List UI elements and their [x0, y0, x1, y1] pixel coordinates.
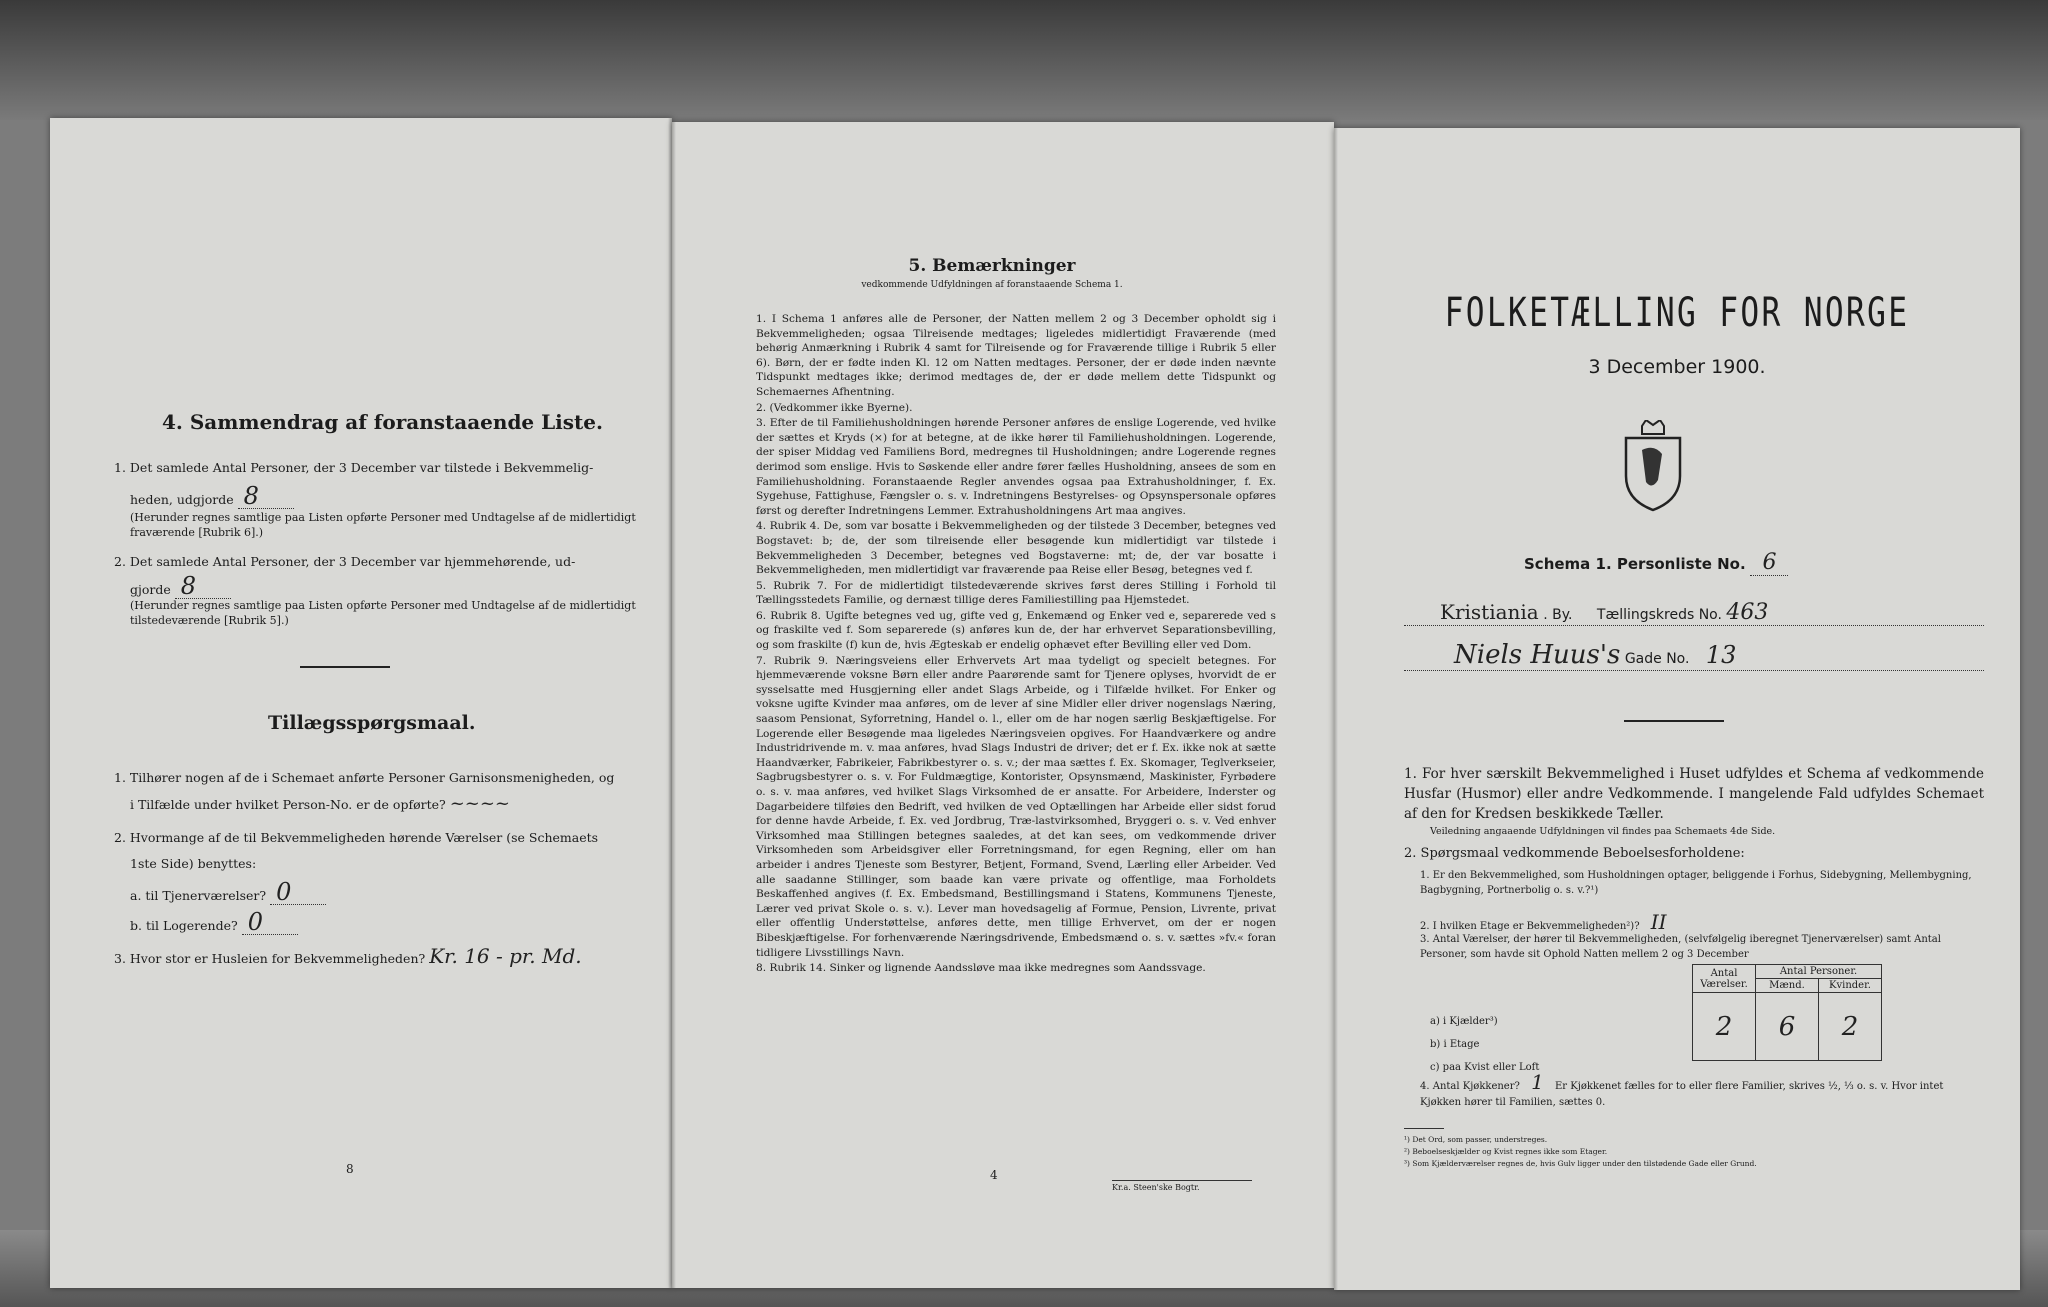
th-rooms: Antal Værelser. [1693, 965, 1756, 993]
footnote-2: ²) Beboelseskjælder og Kvist regnes ikke som Etager. [1404, 1147, 1608, 1156]
left-page [50, 118, 672, 1288]
q1-note: (Herunder regnes samtlige paa Listen opførte Personer med Undtagelse af de midlertidigt fraværende [Rubrik 6].) [130, 511, 636, 539]
q2-line1: 2. Det samlede Antal Personer, der 3 December var hjemmehørende, ud- [114, 554, 576, 569]
row-basement: a) i Kjælder³) [1430, 1016, 1498, 1027]
s3-label: 3. Hvor stor er Husleien for Bekvemmeligheden? [114, 951, 426, 966]
by-label: . By. [1543, 607, 1573, 623]
s1-line1: 1. Tilhører nogen af de i Schemaet anførte Personer Garnisonsmenigheden, og [114, 770, 615, 785]
q1-line2 [130, 484, 294, 512]
gade-label: Gade No. [1624, 651, 1690, 667]
background-shadow-top [0, 0, 2048, 120]
q2-prefix: gjorde [130, 582, 171, 597]
cell-rooms: 2 [1693, 993, 1756, 1061]
district-label: Tællingskreds No. [1596, 607, 1722, 623]
rooms-table [1692, 964, 1882, 1061]
question-2-4-label: 4. Antal Kjøkkener? [1420, 1081, 1520, 1092]
s3 [114, 944, 582, 971]
q1-line1: 1. Det samlede Antal Personer, der 3 December var tilstede i Bekvemmelig- [114, 460, 594, 475]
divider-right [1624, 720, 1724, 722]
s1-prefix: i Tilfælde under hvilket Person-No. er de opførte? [130, 797, 446, 812]
s1-value: ~~~~ [449, 793, 511, 814]
divider [300, 666, 390, 668]
remark-1: 1. I Schema 1 anføres alle de Personer, der Natten mellem 2 og 3 December opholdt sig i Bekvemmeligheden; ogsaa Tilreisende medtages; ligeledes midlertidigt Fraværende (med behørig Anmærkning i Rubrik 4 samt for Tilreisende og for Fraværende tillige i Rubrik 5 eller 6). Børn, der er fødte inden Kl. 12 om Natten medtages. Personer, der er døde inden nævnte Tidspunkt medtages ikke; derimod medtages de, der er døde mellem dette Tidspunkt og Schemaernes Afhentning. [756, 313, 1276, 398]
street-name: Niels Huus's [1454, 640, 1621, 670]
question-2-4 [1420, 1070, 1986, 1111]
remarks-subtitle: vedkommende Udfyldningen af foranstaaende Schema 1. [861, 280, 1123, 290]
s2b [130, 910, 298, 938]
footnote-3: ³) Som Kjælderværelser regnes de, hvis Gulv ligger under den tilstødende Gade eller Grund. [1404, 1159, 1757, 1168]
remark-7: 7. Rubrik 9. Næringsveiens eller Erhvervets Art maa tydeligt og specielt betegnes. For hjemmeværende voksne Børn eller andre Paarørende samt for Tjenere oplyses, hvorvidt de er sysselsatte med Husgjerning eller andet Slags Arbeide, og i Tilfælde hvilket. For Enker og voksne ugifte Kvinder maa anføres, om de lever af sine Midler eller driver nogenslags Næring, saasom Pensionat, Syforretning, Handel o. l., eller om de har nogen særlig Beskjæftigelse. For Logerende eller Besøgende maa ligeledes Næringsveien opgives. For Haandværkere og andre Industridrivende m. v. maa anføres, hvad Slags Industri de driver; det er f. Ex. ikke nok at sætte Haandværker, Fabrikeier, Fabrikbestyrer o. s. v.; der maa sættes f. Ex. Skomager, Teglverkseier, Sagbrugsbestyrer o. s. v. For Fuldmægtige, Kontorister, Opsynsmænd, Maskinister, Fyrbødere o. s. v. maa anføres, ved hvilket Slags Virksomhed de er ansatte. For Arbeidere, Inderster og Dagarbeidere tilføies den Bedrift, ved hvilken de ved Optællingen har Arbeide eller sidst forud for denne havde Arbeide, f. Ex. ved Jordbrug, Træ-lastvirksomhed, Bryggeri o. s. v. Ved enhver Virksomhed maa Stillingen betegnes saaledes, at det kan sees, om vedkommende driver Virksomheden som Arbeidsgiver eller Forretningsmand, for egen Regning, eller om han arbeider i andres Tjeneste som Bestyrer, Betjent, Formand, Svend, Lærling eller Arbeider. Ved alle saadanne Stillinger, som baade kan være private og offentlige, maa Forholdets Beskaffenhed angives (f. Ex. Embedsmand, Bestillingsmand i Statens, Kommunens Tjeneste, Lærer ved privat Skole o. s. v.). Lever man hovedsagelig af Formue, Pension, Livrente, privat eller offentlig Understøttelse, anføres dette, men tillige Erhvervet, om der er nogen Bibeskjæftigelse. For forhenværende Næringsdrivende, Embedsmænd o. s. v. sættes »fv.« foran tidligere Livsstillings Navn. [756, 654, 1276, 959]
footnotes [1404, 1134, 1984, 1170]
footnote-1: ¹) Det Ord, som passer, understreges. [1404, 1135, 1548, 1144]
page-number-left: 8 [346, 1162, 354, 1176]
cell-women: 2 [1819, 993, 1882, 1061]
street-line [1404, 640, 1984, 671]
row-attic: c) paa Kvist eller Loft [1430, 1062, 1540, 1073]
question-2-4-text: Er Kjøkkenet fælles for to eller flere Familier, skrives ½, ⅓ o. s. v. Hvor intet Kjøkken hører til Familien, sættes 0. [1420, 1081, 1944, 1108]
s2a [130, 880, 326, 908]
location-line [1404, 600, 1984, 626]
question-2-1: 1. Er den Bekvemmelighed, som Husholdningen optager, beliggende i Forhus, Sidebygning, Mellembygning, Bagbygning, Portnerbolig o. s. v.?¹) [1420, 870, 1972, 896]
footnote-rule [1404, 1128, 1444, 1129]
page-fold-middle [672, 122, 676, 1288]
q2-value: 8 [175, 574, 231, 599]
remark-4: 4. Rubrik 4. De, som var bosatte i Bekvemmeligheden og der tilstede 3 December, betegnes ved Bogstavet: b; de, der som tilreisende eller besøgende kun midlertidigt var tilstede i Bekvemmeligheden 3 December, betegnes ved Bogstaverne: mt; de, der var bosatte i Bekvemmeligheden, men midlertidigt var fraværende paa Reise eller Besøg, betegnes ved f. [756, 520, 1276, 577]
floor-value: II [1650, 910, 1667, 934]
remark-8: 8. Rubrik 14. Sinker og lignende Aandssløve maa ikke medregnes som Aandssvage. [756, 962, 1206, 975]
census-date: 3 December 1900. [1588, 356, 1766, 378]
kitchen-value: 1 [1531, 1070, 1544, 1094]
instruction-2-title: 2. Spørgsmaal vedkommende Beboelsesforholdene: [1404, 846, 1745, 861]
section4-title: 4. Sammendrag af foranstaaende Liste. [162, 410, 603, 434]
s3-value: Kr. 16 - pr. Md. [429, 944, 582, 968]
cell-men: 6 [1756, 993, 1819, 1061]
printer-mark: Kr.a. Steen'ske Bogtr. [1112, 1180, 1252, 1192]
th-persons: Antal Personer. [1756, 965, 1882, 979]
th-women: Kvinder. [1819, 979, 1882, 993]
remark-6: 6. Rubrik 8. Ugifte betegnes ved ug, gifte ved g, Enkemænd og Enker ved e, separerede ved s og fraskilte ved f. Som separerede (s) anføres kun de, der har erhvervet Separationsbevilling, og som fraskilte (f) kun de, hvis Ægteskab er endelig ophævet efter Bevilling eller ved Dom. [756, 609, 1276, 652]
instruction-1: 1. For hver særskilt Bekvemmelighed i Huset udfyldes et Schema af vedkommende Husfar (Husmor) eller andre Vedkommende. I mangelende Fald udfyldes Schemaet af den for Kredsen beskikkede Tæller. [1404, 766, 1984, 822]
schema-number: 6 [1750, 550, 1788, 576]
s2b-value: 0 [242, 910, 298, 935]
q1-value: 8 [238, 484, 294, 509]
s2b-label: b. til Logerende? [130, 918, 238, 933]
schema-label: Schema 1. Personliste No. [1524, 555, 1746, 573]
remark-2: 2. (Vedkommer ikke Byerne). [756, 401, 913, 414]
middle-page [672, 122, 1334, 1288]
district-number: 463 [1726, 600, 1769, 625]
room-row-labels [1430, 1010, 1539, 1079]
remark-5: 5. Rubrik 7. For de midlertidigt tilstedeværende skrives først deres Stilling i Forhold til Tællingsstedets Familie, og dernæst tillige deres Familiestilling paa Hjemstedet. [756, 579, 1276, 607]
row-floor: b) i Etage [1430, 1039, 1480, 1050]
question-2-2 [1420, 910, 1667, 934]
question-2-3: 3. Antal Værelser, der hører til Bekvemmeligheden, (selvfølgelig iberegnet Tjenerværelser) samt Antal Personer, som havde sit Ophold Natten mellem 2 og 3 December [1420, 934, 1941, 960]
page-fold-right [1334, 128, 1338, 1290]
instruction-1-note: Veiledning angaaende Udfyldningen vil findes paa Schemaets 4de Side. [1430, 826, 1776, 837]
s2-line2: 1ste Side) benyttes: [130, 856, 257, 871]
question-2-2-label: 2. I hvilken Etage er Bekvemmeligheden²)? [1420, 921, 1640, 932]
s2-line1: 2. Hvormange af de til Bekvemmeligheden hørende Værelser (se Schemaets [114, 830, 599, 845]
city-name: Kristiania [1440, 600, 1539, 624]
q2-note: (Herunder regnes samtlige paa Listen opførte Personer med Undtagelse af de midlertidigt tilstedeværende [Rubrik 5].) [130, 599, 636, 627]
s2a-label: a. til Tjenerværelser? [130, 888, 267, 903]
coat-of-arms-icon [1618, 420, 1688, 512]
gade-number: 13 [1705, 641, 1737, 669]
remarks-list [756, 312, 1276, 976]
page-number-middle: 4 [990, 1168, 998, 1182]
census-title: FOLKETÆLLING FOR NORGE [1444, 290, 1910, 336]
s1-line2 [130, 792, 510, 817]
schema-line [1524, 550, 1788, 575]
supplement-title: Tillægsspørgsmaal. [268, 712, 476, 734]
q1-prefix: heden, udgjorde [130, 492, 234, 507]
remarks-title: 5. Bemærkninger [908, 256, 1076, 276]
th-men: Mænd. [1756, 979, 1819, 993]
remark-3: 3. Efter de til Familiehusholdningen hørende Personer anføres de enslige Logerende, ved hvilke der sættes et Kryds (×) for at betegne, at de ikke hører til Familiehusholdningen. Logerende, der spiser Middag ved Familiens Bord, medregnes til Husholdningen; andre Logerende regnes derimod som enslige. Hvis to Søskende eller andre fører fælles Husholdning, ansees de som en Familiehusholdning. Foranstaaende Regler anvendes ogsaa paa Extrahusholdninger, f. Ex. Sygehuse, Fattighuse, Fængsler o. s. v. Indretningens Bestyrelses- og Opsynspersonale opføres først og derefter Indretningens Lemmer. Extrahusholdningens Art maa angives. [756, 417, 1276, 517]
s2a-value: 0 [270, 880, 326, 905]
right-page [1334, 128, 2020, 1290]
